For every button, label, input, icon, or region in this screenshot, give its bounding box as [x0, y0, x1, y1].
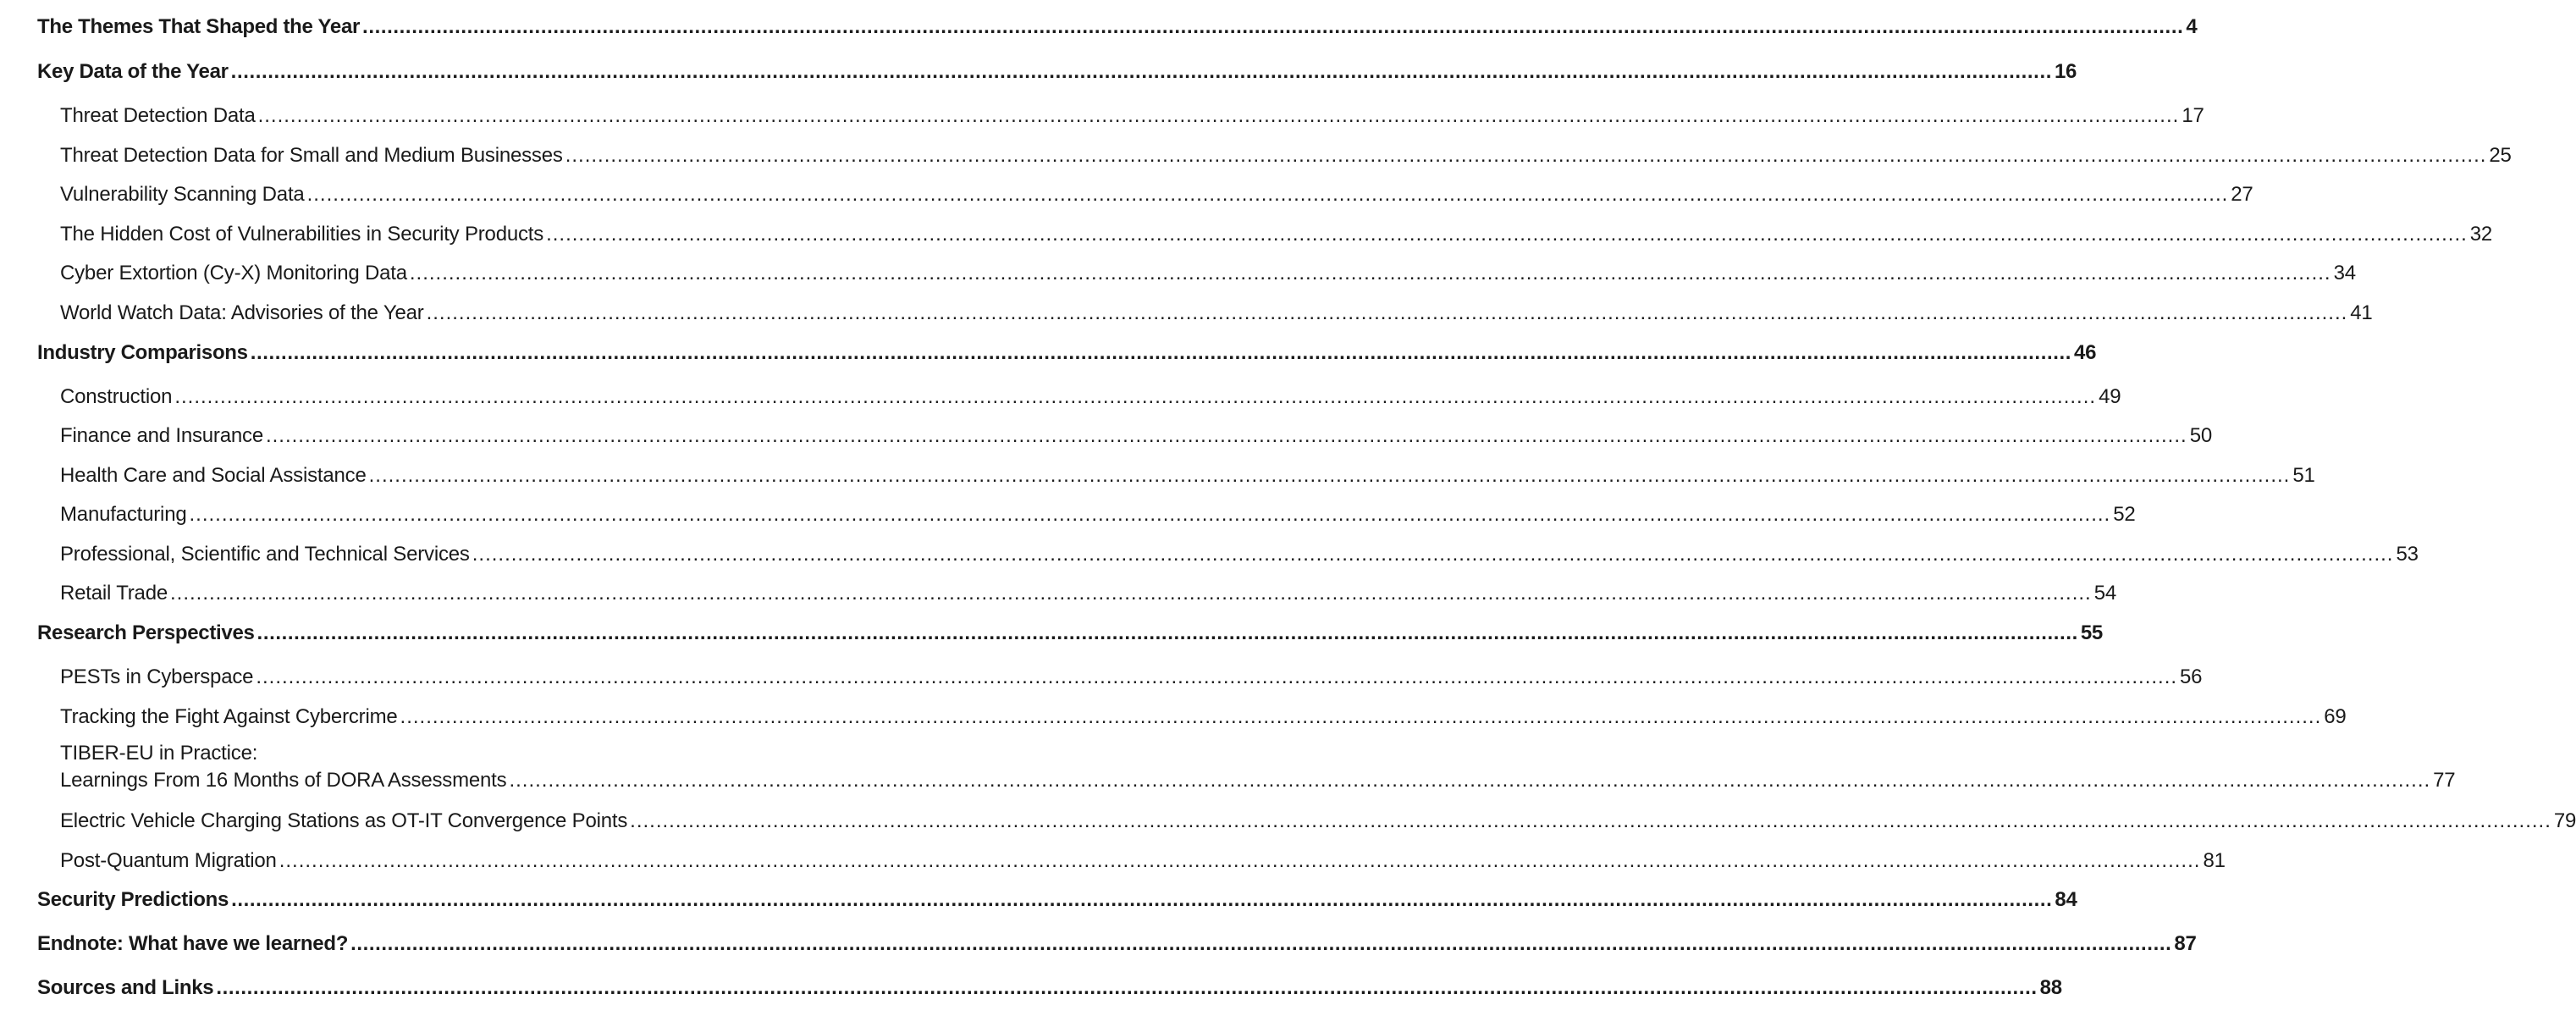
dot-leader: ........................................................................................................................................................................................................................................................................................................ [362, 15, 2184, 38]
toc-entry-title: World Watch Data: Advisories of the Year [60, 301, 424, 324]
toc-entry-security-predictions[interactable] [37, 887, 2077, 913]
toc-entry-title: Threat Detection Data [60, 104, 256, 127]
dot-leader: ........................................................................................................................................................................................................................................................................................................ [230, 60, 2052, 83]
toc-entry-title: Manufacturing [60, 503, 187, 526]
toc-entry-post-quantum[interactable] [60, 848, 2226, 874]
toc-entry-key-data[interactable] [37, 59, 2077, 85]
toc-entry-construction[interactable] [60, 384, 2121, 410]
toc-entry-page: 32 [2469, 223, 2493, 246]
toc-entry-smb-threat-detection[interactable] [60, 143, 2512, 168]
toc-entry-cybercrime[interactable] [60, 704, 2347, 730]
toc-entry-title: Vulnerability Scanning Data [60, 183, 305, 206]
toc-entry-title: Research Perspectives [37, 621, 255, 644]
toc-entry-title: Security Predictions [37, 888, 229, 911]
toc-entry-page: 46 [2074, 341, 2097, 364]
dot-leader: ........................................................................................................................................................................................................................................................................................................ [368, 464, 2291, 487]
dot-leader: ........................................................................................................................................................................................................................................................................................................ [306, 183, 2229, 206]
toc-entry-page: 88 [2039, 976, 2062, 999]
toc-entry-title: Electric Vehicle Charging Stations as OT-IT Convergence Points [60, 809, 628, 832]
toc-entry-page: 41 [2350, 301, 2373, 324]
toc-entry-professional-services[interactable] [60, 542, 2419, 567]
toc-entry-title: The Themes That Shaped the Year [37, 15, 361, 38]
toc-entry-page: 4 [2186, 15, 2198, 38]
toc-entry-threat-detection[interactable] [60, 103, 2204, 129]
toc-entry-page: 25 [2489, 144, 2512, 167]
toc-entry-title: PESTs in Cyberspace [60, 665, 254, 688]
toc-entry-title: Industry Comparisons [37, 341, 248, 364]
toc-entry-title: Post-Quantum Migration [60, 849, 277, 872]
toc-entry-tiber-eu-line1[interactable] [60, 741, 257, 766]
toc-entry-finance[interactable] [60, 423, 2212, 449]
dot-leader: ........................................................................................................................................................................................................................................................................................................ [250, 341, 2072, 364]
dot-leader: ........................................................................................................................................................................................................................................................................................................ [630, 809, 2551, 832]
dot-leader: ........................................................................................................................................................................................................................................................................................................ [216, 976, 2038, 999]
toc-entry-page: 84 [2055, 888, 2077, 911]
toc-entry-title: Threat Detection Data for Small and Medium Businesses [60, 144, 563, 167]
toc-entry-page: 55 [2080, 621, 2103, 644]
toc-entry-research-perspectives[interactable] [37, 621, 2103, 646]
toc-entry-page: 16 [2055, 60, 2077, 83]
toc-entry-tiber-eu[interactable] [60, 768, 2456, 793]
dot-leader: ........................................................................................................................................................................................................................................................................................................ [546, 223, 2468, 246]
dot-leader: ........................................................................................................................................................................................................................................................................................................ [409, 262, 2331, 284]
toc-entry-themes[interactable] [37, 14, 2198, 40]
dot-leader: ........................................................................................................................................................................................................................................................................................................ [565, 144, 2487, 167]
dot-leader: ........................................................................................................................................................................................................................................................................................................ [170, 582, 2092, 605]
toc-entry-title: Sources and Links [37, 976, 214, 999]
dot-leader: ........................................................................................................................................................................................................................................................................................................ [256, 621, 2078, 644]
dot-leader: ........................................................................................................................................................................................................................................................................................................ [400, 705, 2322, 728]
toc-entry-page: 53 [2396, 543, 2419, 566]
toc-entry-title: The Hidden Cost of Vulnerabilities in Security Products [60, 223, 544, 246]
toc-entry-title: Endnote: What have we learned? [37, 932, 349, 955]
toc-entry-page: 87 [2174, 932, 2197, 955]
toc-entry-ev-charging[interactable] [60, 809, 2576, 834]
toc-entry-manufacturing[interactable] [60, 502, 2136, 527]
toc-entry-page: 69 [2324, 705, 2347, 728]
toc-entry-page: 77 [2433, 769, 2456, 792]
toc-entry-title: Key Data of the Year [37, 60, 229, 83]
dot-leader: ........................................................................................................................................................................................................................................................................................................ [426, 301, 2348, 324]
toc-entry-page: 17 [2182, 104, 2204, 127]
toc-entry-title: Learnings From 16 Months of DORA Assessments [60, 769, 507, 792]
toc-entry-retail-trade[interactable] [60, 581, 2117, 606]
toc-entry-page: 34 [2333, 262, 2356, 284]
toc-entry-page: 79 [2553, 809, 2576, 832]
dot-leader: ........................................................................................................................................................................................................................................................................................................ [231, 888, 2053, 911]
toc-entry-world-watch[interactable] [60, 301, 2373, 326]
dot-leader: ........................................................................................................................................................................................................................................................................................................ [472, 543, 2394, 566]
dot-leader: ........................................................................................................................................................................................................................................................................................................ [189, 503, 2111, 526]
toc-entry-title: Construction [60, 385, 173, 408]
toc-entry-page: 27 [2231, 183, 2253, 206]
toc-entry-page: 52 [2113, 503, 2136, 526]
toc-entry-pests[interactable] [60, 665, 2203, 690]
toc-entry-health-care[interactable] [60, 463, 2315, 489]
toc-entry-title: Cyber Extortion (Cy-X) Monitoring Data [60, 262, 407, 284]
toc-entry-hidden-cost[interactable] [60, 222, 2493, 247]
dot-leader: ........................................................................................................................................................................................................................................................................................................ [279, 849, 2201, 872]
toc-entry-title: Professional, Scientific and Technical Services [60, 543, 470, 566]
toc-entry-page: 51 [2292, 464, 2315, 487]
toc-entry-page: 56 [2180, 665, 2203, 688]
toc-entry-industry-comparisons[interactable] [37, 340, 2097, 366]
toc-entry-title: Finance and Insurance [60, 424, 263, 447]
dot-leader: ........................................................................................................................................................................................................................................................................................................ [350, 932, 2172, 955]
toc-entry-title: Tracking the Fight Against Cybercrime [60, 705, 398, 728]
toc-entry-title: TIBER-EU in Practice: [60, 742, 258, 765]
dot-leader: ........................................................................................................................................................................................................................................................................................................ [174, 385, 2097, 408]
toc-entry-page: 81 [2203, 849, 2226, 872]
toc-entry-title: Retail Trade [60, 582, 168, 605]
toc-entry-page: 54 [2093, 582, 2117, 605]
toc-entry-page: 50 [2189, 424, 2212, 447]
toc-entry-endnote[interactable] [37, 931, 2197, 957]
toc-entry-sources-links[interactable] [37, 975, 2062, 1001]
toc-entry-cyber-extortion[interactable] [60, 261, 2356, 286]
toc-entry-title: Health Care and Social Assistance [60, 464, 367, 487]
dot-leader: ........................................................................................................................................................................................................................................................................................................ [509, 769, 2431, 792]
dot-leader: ........................................................................................................................................................................................................................................................................................................ [257, 104, 2180, 127]
toc-entry-vulnerability-scanning[interactable] [60, 182, 2253, 207]
dot-leader: ........................................................................................................................................................................................................................................................................................................ [256, 665, 2178, 688]
dot-leader: ........................................................................................................................................................................................................................................................................................................ [265, 424, 2187, 447]
toc-entry-page: 49 [2099, 385, 2121, 408]
